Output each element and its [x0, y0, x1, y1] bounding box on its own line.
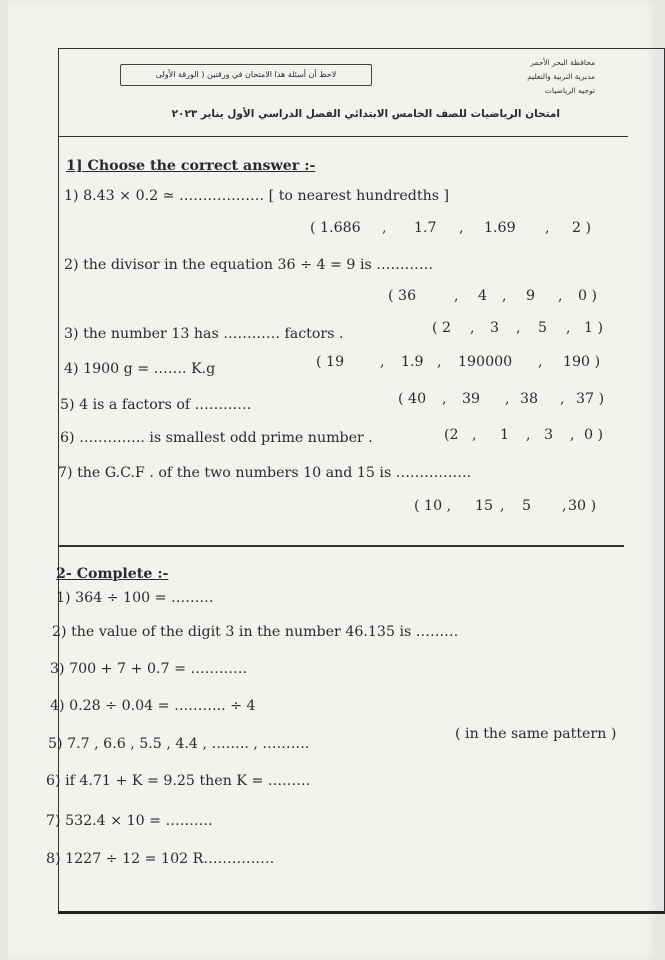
complete-item-4: 4) 0.28 ÷ 0.04 = ……….. ÷ 4	[50, 698, 256, 714]
option: ( 36	[388, 288, 417, 304]
option-sep: ,	[516, 320, 521, 336]
option: 1.9	[401, 354, 424, 370]
header-info	[495, 56, 595, 98]
option: 0 )	[578, 288, 598, 304]
governorate-label: محافظة البحر الأحمر	[530, 58, 595, 67]
option: 39	[462, 391, 481, 407]
option-sep: ,	[538, 354, 543, 370]
section2-title: 2- Complete :-	[56, 566, 169, 582]
option: 5	[522, 498, 532, 514]
option: ( 19	[316, 354, 345, 370]
option: 190000	[458, 354, 513, 370]
directorate-label: مديرية التربية والتعليم	[527, 72, 595, 81]
question-2: 2) the divisor in the equation 36 ÷ 4 = 9 is …………	[64, 257, 434, 273]
option: 5	[538, 320, 548, 336]
option-sep: ,	[558, 288, 563, 304]
option: 1.69	[484, 220, 516, 236]
option: 30 )	[568, 498, 597, 514]
complete-item-7: 7) 532.4 × 10 = ……….	[46, 813, 213, 829]
option: ( 10 ,	[414, 498, 452, 514]
section1-title: 1] Choose the correct answer :-	[66, 158, 316, 174]
supervision-label: توجيه الرياضيات	[544, 86, 595, 95]
option-sep: ,	[472, 427, 477, 443]
option-sep: ,	[437, 354, 442, 370]
option: 38	[520, 391, 539, 407]
option: 1	[500, 427, 510, 443]
complete-item-6: 6) if 4.71 + K = 9.25 then K = ………	[46, 773, 311, 789]
question-3: 3) the number 13 has ………… factors .	[64, 326, 344, 342]
option: 0 )	[584, 427, 604, 443]
option-sep: ,	[382, 220, 387, 236]
question-5: 5) 4 is a factors of …………	[60, 397, 252, 413]
option-sep: ,	[505, 391, 510, 407]
option: 1 )	[584, 320, 604, 336]
option: ( 1.686	[310, 220, 361, 236]
complete-item-1: 1) 364 ÷ 100 = ………	[56, 590, 214, 606]
question-6: 6) ………….. is smallest odd prime number .	[60, 430, 373, 446]
option: 2 )	[572, 220, 592, 236]
option: 3	[490, 320, 500, 336]
option: 37 )	[576, 391, 605, 407]
option: 1.7	[414, 220, 437, 236]
option-sep: ,	[562, 498, 567, 514]
two-pages-note: لاحظ أن أسئلة هذا الامتحان في ورقتين ( الورقة الأولى	[120, 64, 372, 86]
option-sep: ,	[526, 427, 531, 443]
question-4: 4) 1900 g = ……. K.g	[64, 361, 216, 377]
pattern-note: ( in the same pattern )	[455, 726, 617, 742]
option-sep: ,	[545, 220, 550, 236]
option-sep: ,	[500, 498, 505, 514]
option: 15	[475, 498, 494, 514]
option: 9	[526, 288, 536, 304]
exam-title: امتحان الرياضيات للصف الخامس الابتدائي الفصل الدراسي الأول يناير ٢٠٢٣	[171, 108, 560, 120]
option-sep: ,	[566, 320, 571, 336]
question-1: 1) 8.43 × 0.2 ≃ ……………… [ to nearest hundredths ]	[64, 188, 450, 204]
option: ( 40	[398, 391, 427, 407]
option-sep: ,	[459, 220, 464, 236]
complete-item-5: 5) 7.7 , 6.6 , 5.5 , 4.4 , …….. , ……….	[48, 736, 310, 752]
option: ( 2	[432, 320, 452, 336]
option: 4	[478, 288, 488, 304]
option-sep: ,	[454, 288, 459, 304]
option-sep: ,	[442, 391, 447, 407]
option: 190 )	[563, 354, 601, 370]
complete-item-8: 8) 1227 ÷ 12 = 102 R……………	[46, 851, 275, 867]
divider	[58, 545, 624, 547]
question-7: 7) the G.C.F . of the two numbers 10 and 15 is …………….	[58, 465, 472, 481]
option-sep: ,	[560, 391, 565, 407]
option: (2	[444, 427, 459, 443]
option-sep: ,	[380, 354, 385, 370]
option-sep: ,	[502, 288, 507, 304]
divider	[58, 136, 628, 137]
complete-item-2: 2) the value of the digit 3 in the number 46.135 is ………	[52, 624, 459, 640]
option-sep: ,	[570, 427, 575, 443]
complete-item-3: 3) 700 + 7 + 0.7 = …………	[50, 661, 248, 677]
option-sep: ,	[470, 320, 475, 336]
option: 3	[544, 427, 554, 443]
